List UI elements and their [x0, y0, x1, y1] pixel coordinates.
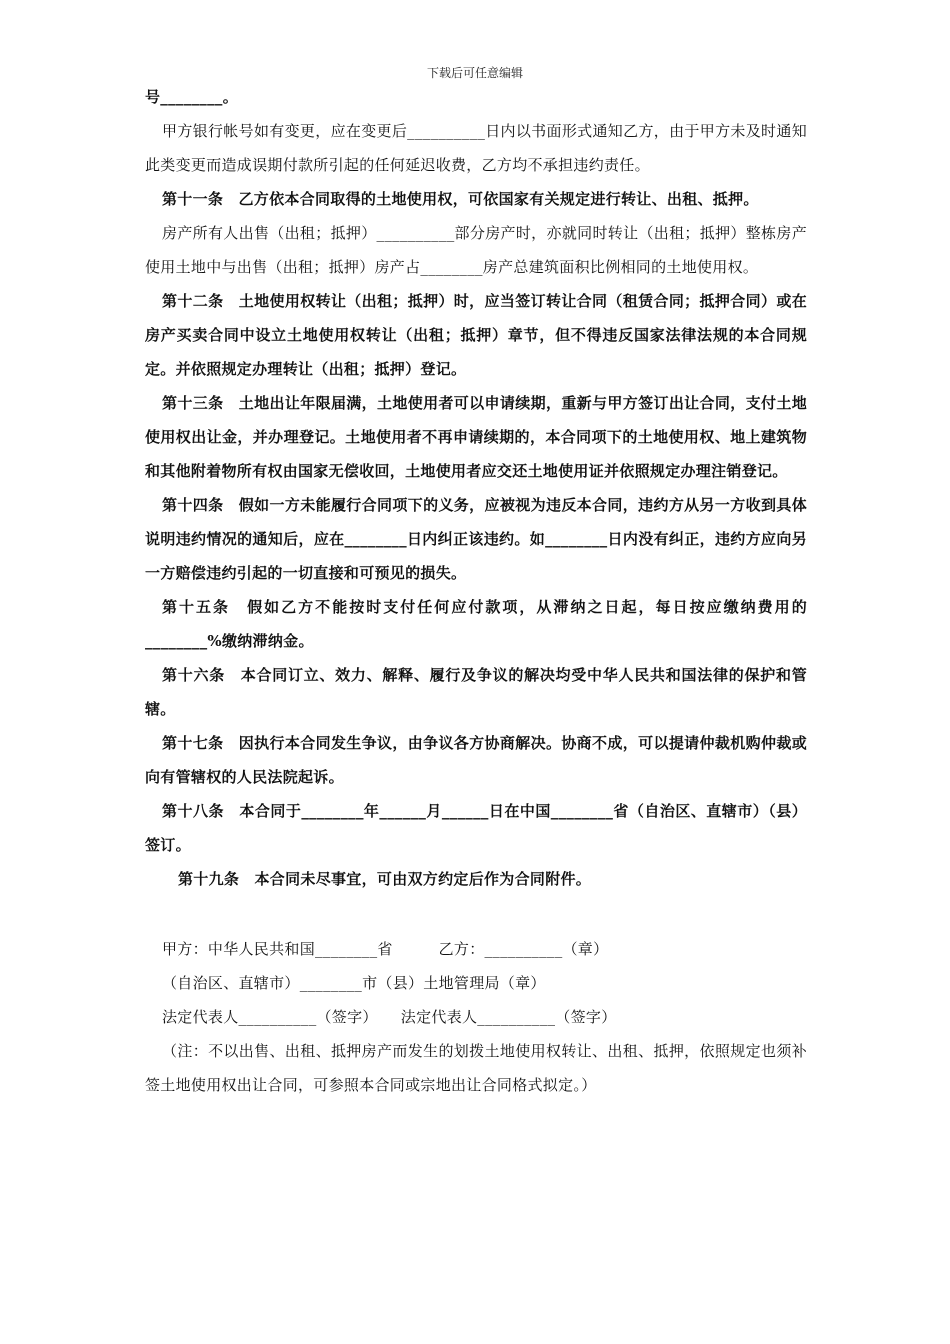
- clause-12: 第十二条 土地使用权转让（出租；抵押）时，应当签订转让合同（租赁合同；抵押合同）或在房产买卖合同中设立土地使用权转让（出租；抵押）章节，但不得违反国家法律法规的本合同规定。并依照规定办理转让（出租；抵押）登记。: [145, 292, 807, 378]
- signature-representative-line: 法定代表人__________（签字） 法定代表人__________（签字）: [162, 1008, 617, 1026]
- spacer: [145, 896, 807, 932]
- paragraph-account-number: 号________。: [145, 88, 239, 106]
- clause-19: 第十九条 本合同未尽事宜，可由双方约定后作为合同附件。: [178, 870, 592, 888]
- signature-party-line: 甲方：中华人民共和国________省 乙方：__________（章）: [162, 940, 609, 958]
- paragraph-property-transfer: 房产所有人出售（出租；抵押）__________部分房产时，亦就同时转让（出租；抵押）整栋房产使用土地中与出售（出租；抵押）房产占________房产总建筑面积比例相同的土地使用权。: [145, 224, 807, 276]
- clause-14: 第十四条 假如一方未能履行合同项下的义务，应被视为违反本合同，违约方从另一方收到具体说明违约情况的通知后，应在________日内纠正该违约。如________日内没有纠正，违约方应向另一方赔偿违约引起的一切直接和可预见的损失。: [145, 496, 807, 582]
- clause-16: 第十六条 本合同订立、效力、解释、履行及争议的解决均受中华人民共和国法律的保护和管辖。: [145, 666, 807, 718]
- document-body: [145, 80, 807, 1102]
- clause-17: 第十七条 因执行本合同发生争议，由争议各方协商解决。协商不成，可以提请仲裁机购仲裁或向有管辖权的人民法院起诉。: [145, 734, 807, 786]
- signature-bureau-line: （自治区、直辖市）________市（县）土地管理局（章）: [162, 974, 546, 992]
- page-header: 下载后可任意编辑: [426, 66, 523, 80]
- clause-13: 第十三条 土地出让年限届满，土地使用者可以申请续期，重新与甲方签订出让合同，支付土地使用权出让金，并办理登记。土地使用者不再申请续期的，本合同项下的土地使用权、地上建筑物和其他附着物所有权由国家无偿收回，土地使用者应交还土地使用证并依照规定办理注销登记。: [145, 394, 807, 480]
- clause-15: 第十五条 假如乙方不能按时支付任何应付款项，从滞纳之日起，每日按应缴纳费用的________%缴纳滞纳金。: [145, 598, 807, 650]
- footnote: （注：不以出售、出租、抵押房产而发生的划拨土地使用权转让、出租、抵押，依照规定也须补签土地使用权出让合同，可参照本合同或宗地出让合同格式拟定。）: [145, 1042, 807, 1094]
- clause-18: 第十八条 本合同于________年______月______日在中国________省（自治区、直辖市）（县）签订。: [145, 802, 807, 854]
- clause-11: 第十一条 乙方依本合同取得的土地使用权，可依国家有关规定进行转让、出租、抵押。: [162, 190, 759, 208]
- paragraph-bank-change: 甲方银行帐号如有变更，应在变更后__________日内以书面形式通知乙方，由于甲方未及时通知此类变更而造成误期付款所引起的任何延迟收费，乙方均不承担违约责任。: [145, 122, 807, 174]
